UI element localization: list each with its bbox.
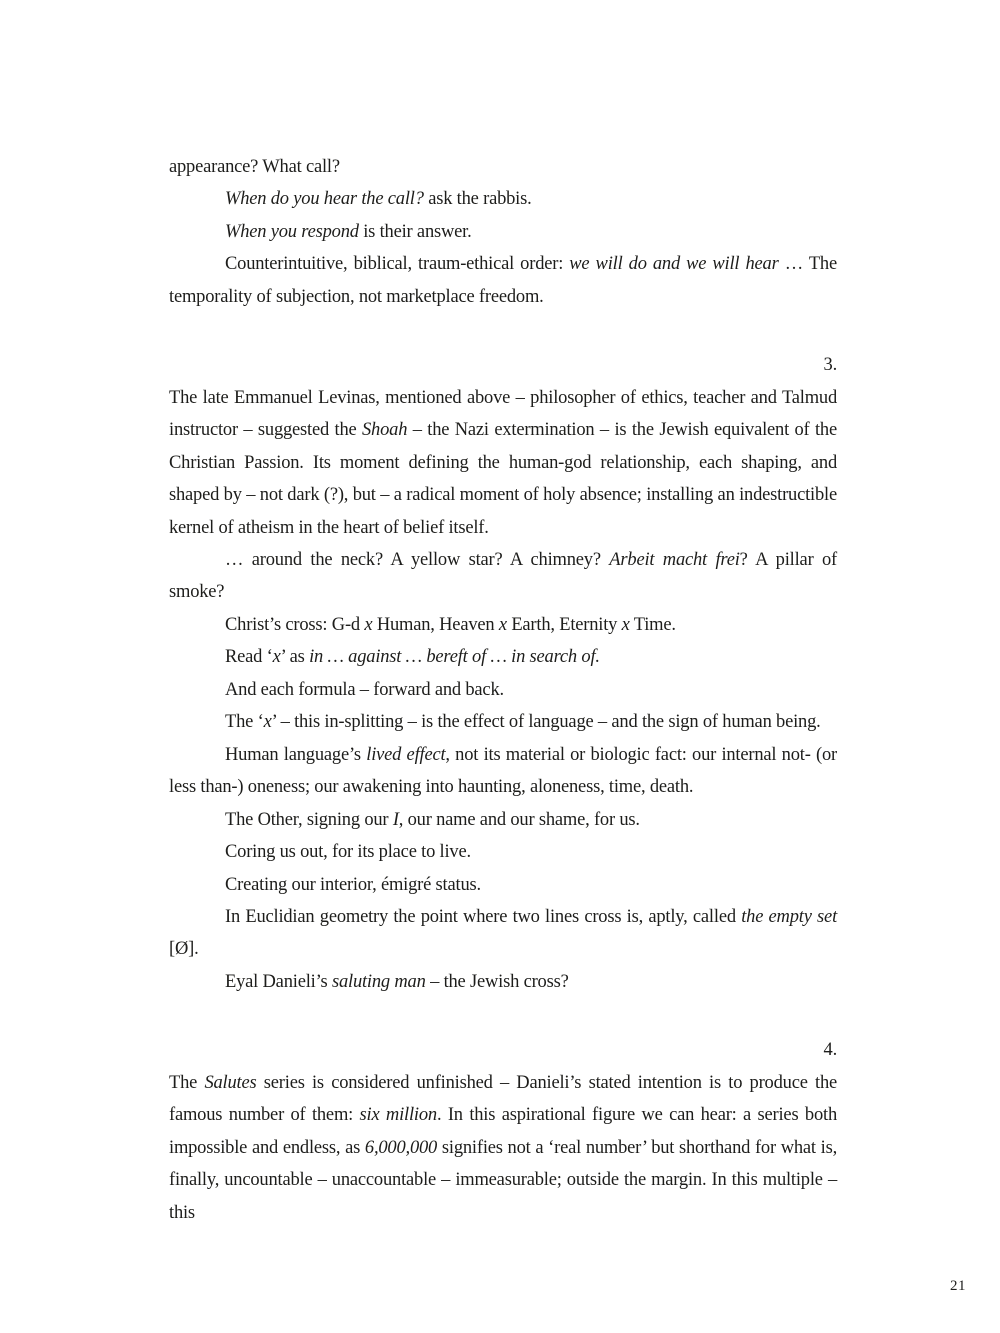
section-number: 4. bbox=[823, 1040, 837, 1061]
text-run: , our name and our shame, for us. bbox=[398, 809, 640, 830]
text-run: series is considered unfinished – Danieli’s stated intention is to produce the famous number of them: bbox=[169, 1072, 837, 1126]
text-run: appearance? What call? bbox=[169, 157, 340, 177]
paragraph bbox=[169, 1067, 837, 1229]
paragraph bbox=[169, 674, 837, 706]
italic-text-run: When you respond bbox=[225, 221, 359, 242]
paragraph bbox=[169, 901, 837, 966]
italic-text-run: x bbox=[263, 712, 272, 733]
text-run: Time. bbox=[629, 614, 676, 635]
italic-text-run: x bbox=[621, 614, 630, 635]
text-run: Human, Heaven bbox=[372, 614, 499, 635]
text-run: Read ‘ bbox=[225, 647, 273, 668]
text-run: Christ’s cross: G-d bbox=[225, 614, 365, 635]
text-run: … around the neck? A yellow star? A chimney? bbox=[225, 549, 610, 570]
paragraph bbox=[169, 869, 837, 901]
italic-text-run: When do you hear the call? bbox=[225, 189, 424, 210]
section-number: 3. bbox=[823, 355, 837, 376]
italic-text-run: lived effect bbox=[366, 744, 446, 765]
italic-text-run: x bbox=[498, 614, 507, 635]
text-run: The Other, signing our bbox=[225, 809, 393, 830]
italic-text-run: the empty set bbox=[741, 906, 838, 927]
paragraph bbox=[169, 836, 837, 868]
text-run: Counterintuitive, biblical, traum-ethical order: bbox=[225, 254, 570, 275]
paragraph bbox=[169, 248, 837, 313]
paragraph bbox=[169, 706, 837, 738]
paragraph bbox=[169, 382, 837, 544]
text-run: ’ – this in-splitting – is the effect of language – and the sign of human being. bbox=[271, 712, 821, 733]
text-run: , not its material or biologic fact: our internal not- (or less than-) oneness; our awakening into haunting, aloneness, time, death. bbox=[169, 744, 837, 798]
page-number: 21 bbox=[950, 1278, 966, 1294]
paragraph bbox=[169, 216, 837, 248]
paragraph bbox=[169, 183, 837, 215]
text-run: . In this aspirational figure we can hear: a series both impossible and endless, as bbox=[169, 1105, 837, 1158]
text-run: ask the rabbis. bbox=[423, 189, 532, 210]
text-run: is their answer. bbox=[358, 221, 472, 242]
italic-text-run: x bbox=[272, 647, 281, 668]
text-flow bbox=[169, 151, 837, 1229]
text-run: In Euclidian geometry the point where two lines cross is, aptly, called bbox=[225, 906, 742, 927]
italic-text-run: I bbox=[392, 809, 399, 830]
paragraph bbox=[169, 966, 837, 998]
text-run: ? A pillar of smoke? bbox=[169, 549, 837, 603]
italic-text-run: 6,000,000 bbox=[364, 1137, 438, 1158]
paragraph bbox=[169, 609, 837, 641]
text-run: The bbox=[169, 1072, 205, 1093]
paragraph bbox=[169, 641, 837, 673]
italic-text-run: in … against … bereft of … in search of. bbox=[309, 647, 600, 668]
italic-text-run: Salutes bbox=[204, 1072, 257, 1093]
paragraph bbox=[169, 544, 837, 609]
text-run: Coring us out, for its place to live. bbox=[225, 842, 471, 863]
text-run: Earth, Eternity bbox=[506, 614, 622, 635]
paragraph bbox=[169, 804, 837, 836]
italic-text-run: Arbeit macht frei bbox=[609, 549, 740, 570]
text-run: – the Jewish cross? bbox=[425, 971, 569, 992]
text-run: Creating our interior, émigré status. bbox=[225, 874, 481, 895]
paragraph bbox=[169, 151, 837, 183]
italic-text-run: six million bbox=[359, 1105, 437, 1126]
italic-text-run: saluting man bbox=[331, 971, 426, 992]
text-run: – the Nazi extermination – is the Jewish equivalent of the Christian Passion. Its moment defining the human-god relationship, each shaping, and shaped by – not dark (?), but – a radical moment of holy absence; installing an indestructible kernel of atheism in the heart of belief itself. bbox=[169, 420, 837, 538]
text-run: ’ as bbox=[280, 647, 310, 668]
text-run: The ‘ bbox=[225, 712, 264, 733]
text-run: signifies not a ‘real number’ but shorthand for what is, finally, uncountable – unaccountable – immeasurable; outside the margin. In this multiple – this bbox=[169, 1137, 838, 1223]
italic-text-run: we will do and we will hear bbox=[569, 254, 779, 275]
text-run: The late Emmanuel Levinas, mentioned above – philosopher of ethics, teacher and Talmud instructor – suggested the bbox=[169, 387, 837, 441]
text-run: [Ø]. bbox=[169, 939, 199, 960]
paragraph bbox=[169, 739, 837, 804]
text-run: Human language’s bbox=[225, 744, 367, 765]
text-run: … The temporality of subjection, not marketplace freedom. bbox=[169, 254, 837, 307]
text-run: Eyal Danieli’s bbox=[225, 971, 332, 992]
italic-text-run: x bbox=[364, 614, 373, 635]
text-run: And each formula – forward and back. bbox=[225, 679, 504, 700]
section-marker bbox=[169, 349, 837, 381]
italic-text-run: Shoah bbox=[362, 420, 408, 441]
section-marker bbox=[169, 1034, 837, 1066]
